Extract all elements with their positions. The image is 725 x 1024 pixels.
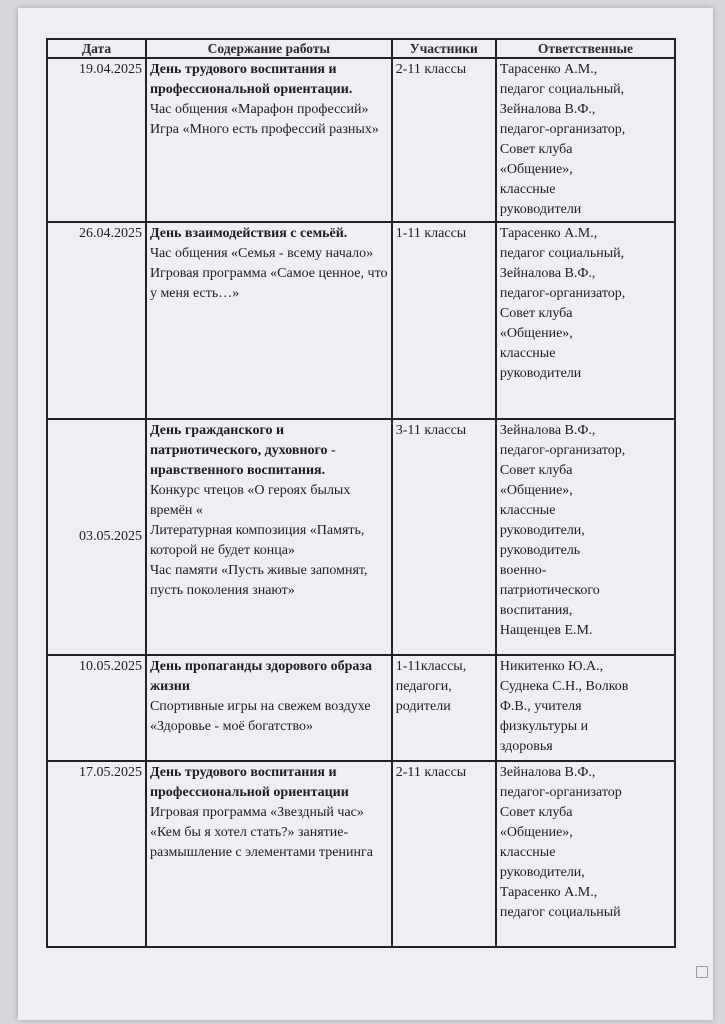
- responsible-line: Нащенцев Е.М.: [499, 623, 593, 638]
- responsible-line: Зейналова В.Ф.,: [499, 266, 596, 281]
- content-cell: [146, 419, 392, 655]
- responsible-line: Тарасенко А.М.,: [499, 885, 598, 900]
- responsible-line: классные: [499, 346, 556, 361]
- table-row: [47, 655, 675, 761]
- date-cell: 10.05.2025: [47, 655, 146, 761]
- responsible-line: Совет клуба: [499, 306, 573, 321]
- responsible-line: педагог-организатор,: [499, 286, 626, 301]
- participants-cell: 3-11 классы: [392, 419, 496, 655]
- responsible-cell: [496, 222, 675, 419]
- responsible-line: Совет клуба: [499, 463, 573, 478]
- event-item: Литературная композиция «Память, которой не будет конца»: [149, 523, 365, 558]
- event-item: Конкурс чтецов «О героях былых времён «: [149, 483, 351, 518]
- participants-cell: 1-11классы, педагоги, родители: [392, 655, 496, 761]
- table-row: [47, 58, 675, 222]
- content-cell: [146, 222, 392, 419]
- content-cell: [146, 58, 392, 222]
- responsible-line: педагог социальный,: [499, 82, 625, 97]
- responsible-line: классные: [499, 503, 556, 518]
- document-page: [18, 8, 713, 1020]
- responsible-line: Никитенко Ю.А.,: [499, 659, 604, 674]
- responsible-line: Суднека С.Н., Волков: [499, 679, 629, 694]
- responsible-line: «Общение»,: [499, 326, 573, 341]
- event-item: Час общения «Семья - всему начало»: [149, 246, 374, 261]
- responsible-line: руководители,: [499, 865, 585, 880]
- responsible-line: руководитель: [499, 543, 581, 558]
- event-item: Игровая программа «Самое ценное, что у меня есть…»: [149, 266, 388, 301]
- responsible-line: «Общение»,: [499, 825, 573, 840]
- table-row: [47, 761, 675, 947]
- responsible-line: здоровья: [499, 739, 553, 754]
- responsible-line: Совет клуба: [499, 142, 573, 157]
- event-item: Час общения «Марафон профессий»: [149, 102, 369, 117]
- responsible-line: педагог социальный: [499, 905, 621, 920]
- responsible-line: патриотического: [499, 583, 600, 598]
- date-cell: 19.04.2025: [47, 58, 146, 222]
- date-cell: 26.04.2025: [47, 222, 146, 419]
- event-title: День пропаганды здорового образа жизни: [149, 659, 373, 694]
- header-participants: Участники: [392, 39, 496, 58]
- responsible-line: Зейналова В.Ф.,: [499, 102, 596, 117]
- content-cell: [146, 655, 392, 761]
- responsible-cell: [496, 655, 675, 761]
- header-content: Содержание работы: [146, 39, 392, 58]
- date-cell: 03.05.2025: [47, 419, 146, 655]
- responsible-line: руководители,: [499, 523, 585, 538]
- responsible-cell: [496, 419, 675, 655]
- event-item: Игра «Много есть профессий разных»: [149, 122, 379, 137]
- event-title: День трудового воспитания и профессиональной ориентации.: [149, 62, 353, 97]
- responsible-cell: [496, 761, 675, 947]
- participants-cell: 2-11 классы: [392, 58, 496, 222]
- responsible-line: классные: [499, 845, 556, 860]
- event-item: Спортивные игры на свежем воздухе «Здоровье - моё богатство»: [149, 699, 371, 734]
- responsible-line: Совет клуба: [499, 805, 573, 820]
- responsible-line: педагог-организатор: [499, 785, 622, 800]
- event-item: Час памяти «Пусть живые запомнят, пусть поколения знают»: [149, 563, 368, 598]
- responsible-line: «Общение»,: [499, 483, 573, 498]
- responsible-line: Ф.В., учителя: [499, 699, 582, 714]
- header-date: Дата: [47, 39, 146, 58]
- responsible-line: Зейналова В.Ф.,: [499, 765, 596, 780]
- table-row: [47, 419, 675, 655]
- responsible-line: физкультуры и: [499, 719, 589, 734]
- paragraph-mark: [696, 966, 708, 978]
- responsible-line: педагог социальный,: [499, 246, 625, 261]
- content-cell: [146, 761, 392, 947]
- responsible-line: Тарасенко А.М.,: [499, 226, 598, 241]
- participants-cell: 1-11 классы: [392, 222, 496, 419]
- responsible-cell: [496, 58, 675, 222]
- responsible-line: военно-: [499, 563, 547, 578]
- event-item: Игровая программа «Звездный час»: [149, 805, 364, 820]
- event-title: День взаимодействия с семьёй.: [149, 226, 348, 241]
- responsible-line: педагог-организатор,: [499, 122, 626, 137]
- responsible-line: руководители: [499, 366, 582, 381]
- header-responsible: Ответственные: [496, 39, 675, 58]
- responsible-line: «Общение»,: [499, 162, 573, 177]
- event-title: День гражданского и патриотического, духовного - нравственного воспитания.: [149, 423, 336, 478]
- table-row: [47, 222, 675, 419]
- responsible-line: Зейналова В.Ф.,: [499, 423, 596, 438]
- event-item: «Кем бы я хотел стать?» занятие-размышление с элементами тренинга: [149, 825, 373, 860]
- responsible-line: Тарасенко А.М.,: [499, 62, 598, 77]
- responsible-line: педагог-организатор,: [499, 443, 626, 458]
- responsible-line: классные: [499, 182, 556, 197]
- date-cell: 17.05.2025: [47, 761, 146, 947]
- responsible-line: воспитания,: [499, 603, 573, 618]
- table-header-row: [47, 39, 675, 58]
- event-title: День трудового воспитания и профессиональной ориентации: [149, 765, 349, 800]
- participants-cell: 2-11 классы: [392, 761, 496, 947]
- responsible-line: руководители: [499, 202, 582, 217]
- schedule-table: [46, 38, 676, 948]
